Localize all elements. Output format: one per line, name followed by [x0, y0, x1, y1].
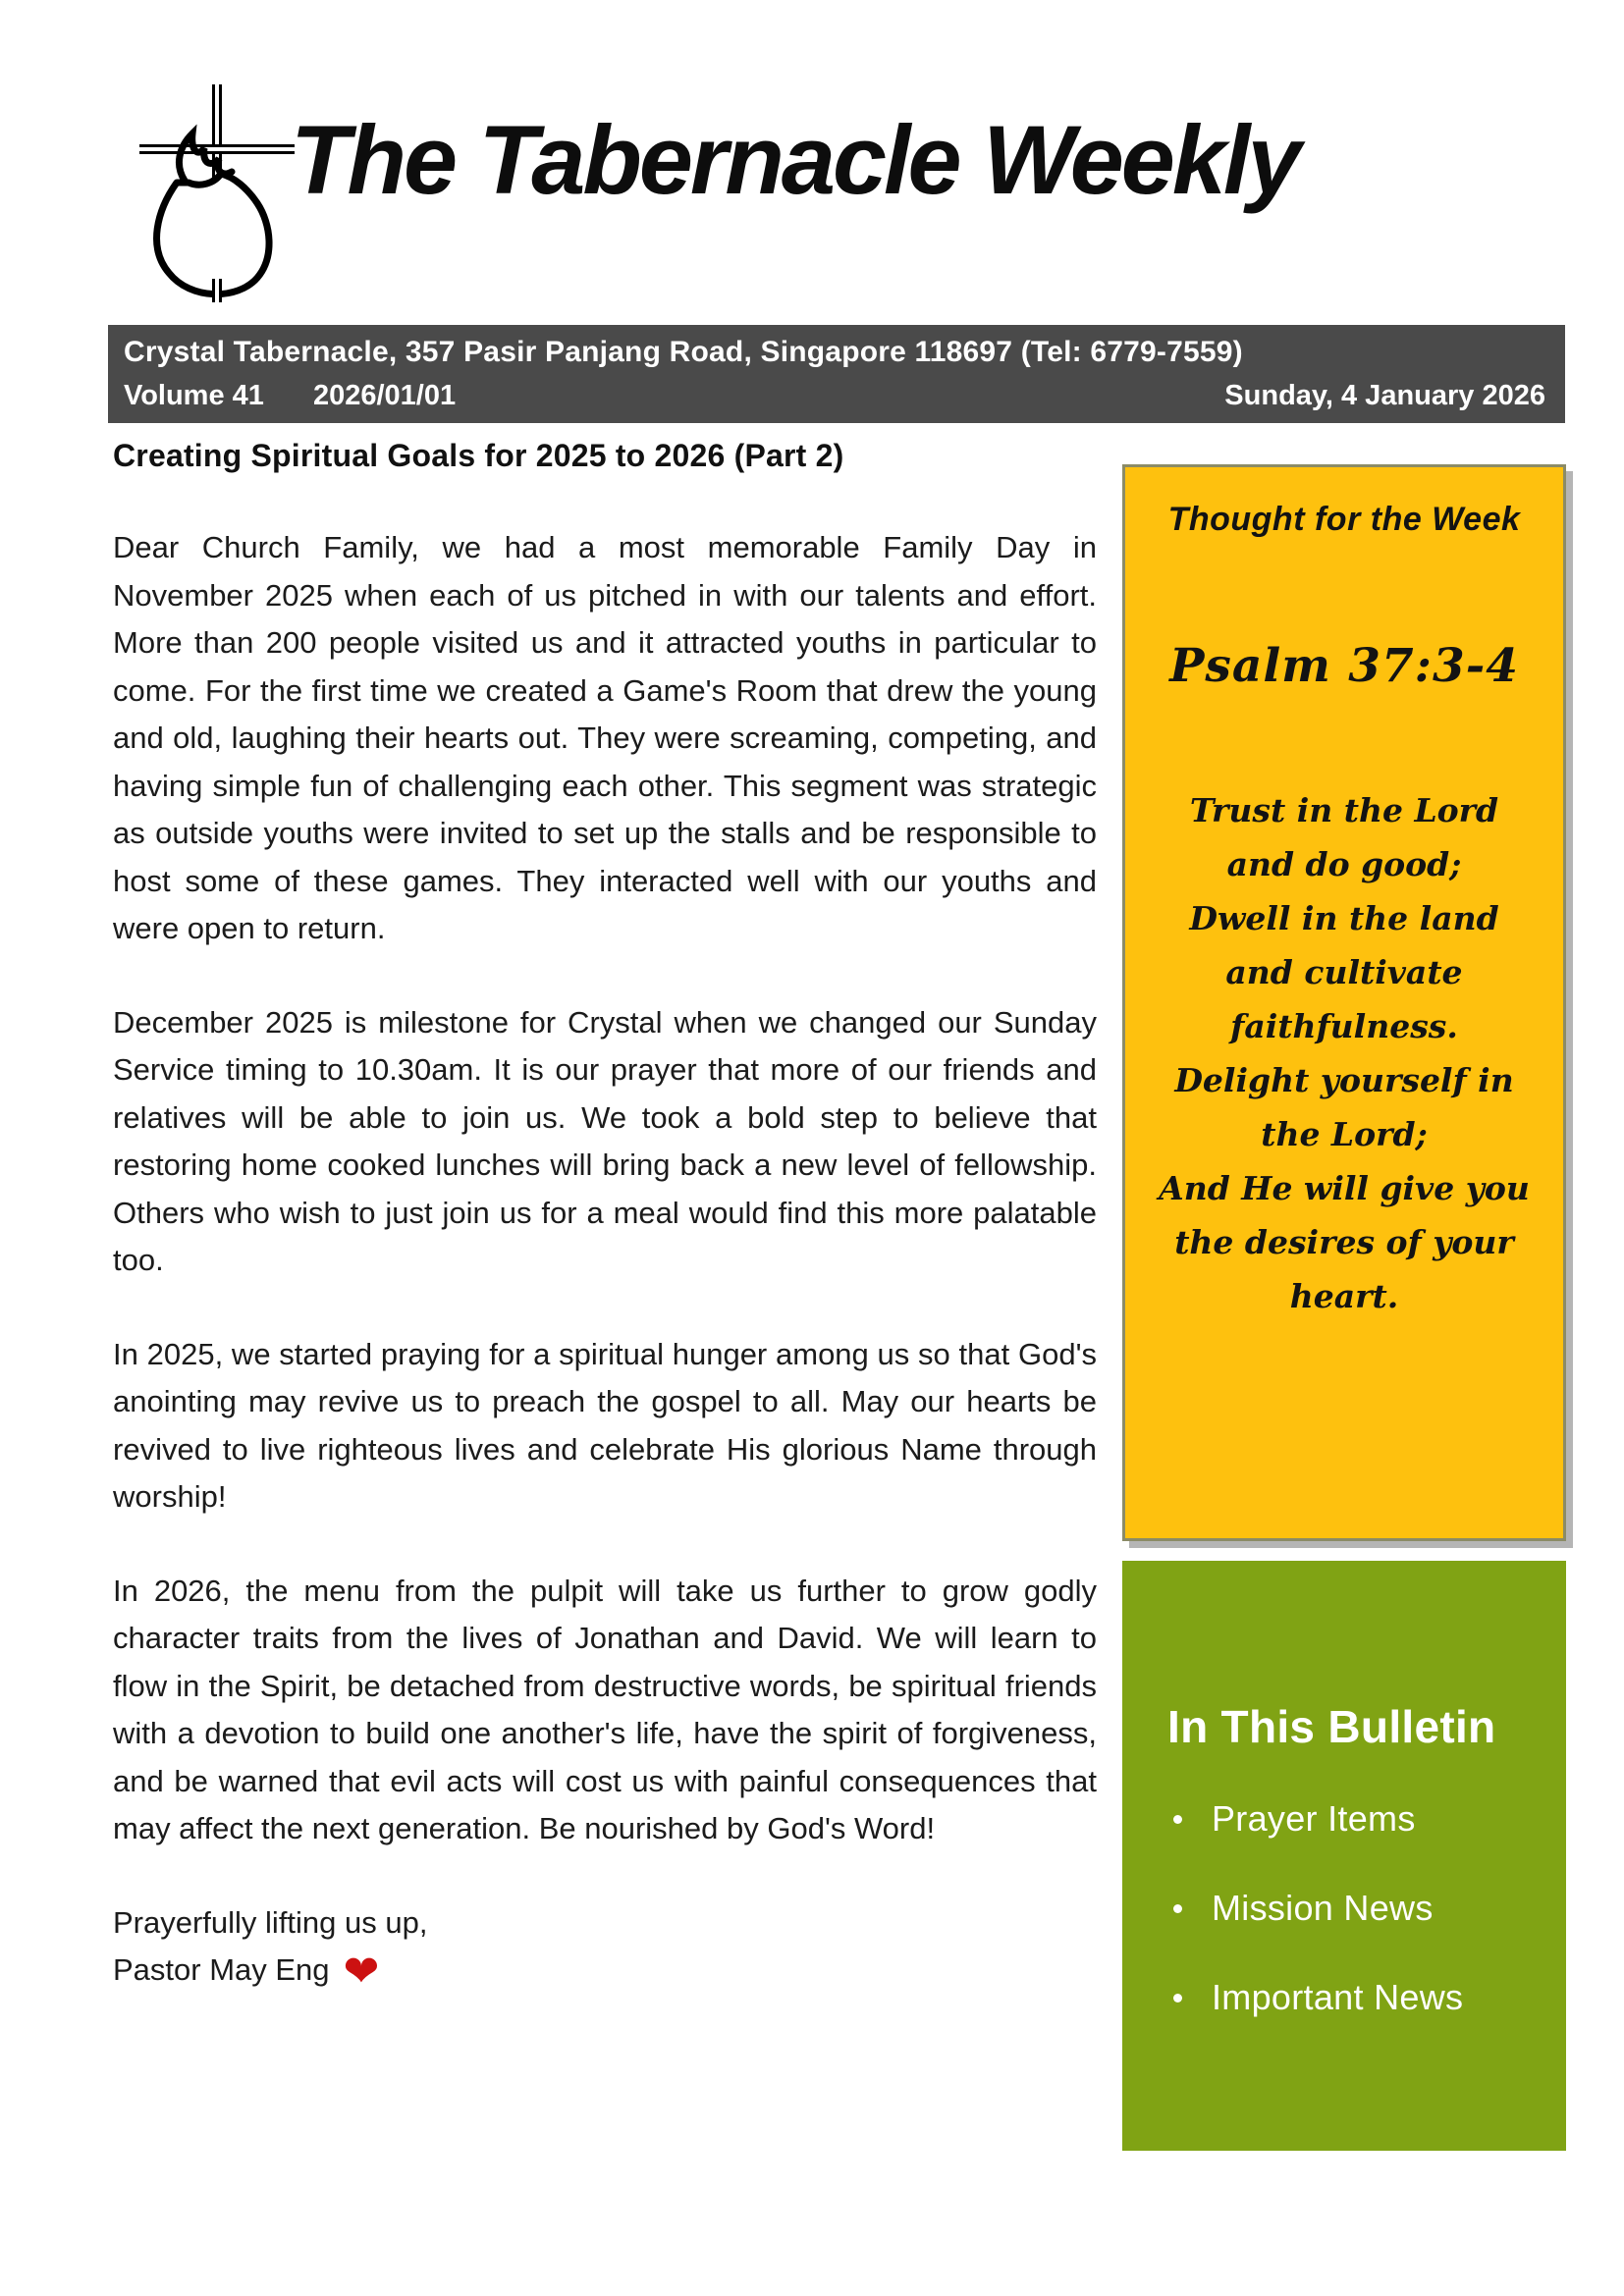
article-heading: Creating Spiritual Goals for 2025 to 2026 (Part 2) [113, 438, 844, 473]
volume-label: Volume 41 [124, 380, 264, 411]
masthead-banner [108, 325, 1565, 423]
issue-number: 2026/01/01 [312, 380, 457, 411]
banner-meta-row [124, 380, 1545, 412]
signature-block [113, 1899, 1097, 1995]
article-paragraph: In 2025, we started praying for a spiritual hunger among us so that God's anointing may revive us to preach the gospel to all. May our hearts be revived to live righteous lives and celebrate His glorious Name through worship! [113, 1336, 1097, 1514]
scripture-reference: Psalm 37:3-4 [1169, 639, 1519, 693]
verse-line: And He will give you the desires of your heart. [1159, 1169, 1530, 1315]
verse-line: Dwell in the land and cultivate faithfulness. [1189, 899, 1499, 1045]
article-paragraph: December 2025 is milestone for Crystal when we changed our Sunday Service timing to 10.30am. It is our prayer that more of our friends and relatives will be able to join us. We took a bold step to believe that restoring home cooked lunches will bring back a new level of fellowship. Others who wish to just join us for a meal would find this more palatable too. [113, 1004, 1097, 1277]
signature-name-row [113, 1947, 1097, 1995]
article-paragraph: Dear Church Family, we had a most memorable Family Day in November 2025 when each of us pitched in with our talents and effort. More than 200 people visited us and it attracted youths in particular to come. For the first time we created a Game's Room that drew the young and old, laughing their hearts out. They were screaming, competing, and having simple fun of challenging each other. This segment was strategic as outside youths were invited to set up the stalls and be responsible to host some of these games. They interacted well with our youths and were open to return. [113, 530, 1097, 945]
article-paragraph: In 2026, the menu from the pulpit will take us further to grow godly character traits from the lives of Jonathan and David. We will learn to flow in the Spirit, be detached from destructive words, be spiritual friends with a devotion to build one another's life, have the spirit of forgiveness, and be warned that evil acts will cost us with painful consequences that may affect the next generation. Be nourished by God's Word! [113, 1573, 1097, 1845]
thought-for-the-week-box [1122, 464, 1566, 1541]
bulletin-item-list [1167, 1798, 1546, 2018]
bulletin-box-title: In This Bulletin [1167, 1701, 1496, 1752]
bulletin-item [1167, 1888, 1546, 1929]
bulletin-item-label: Important News [1212, 1977, 1464, 2017]
signature-name: Pastor May Eng [113, 1952, 330, 1987]
volume-and-issue [124, 380, 456, 412]
bulletin-item [1167, 1798, 1546, 1840]
verse-line: Trust in the Lord and do good; [1189, 791, 1499, 883]
bulletin-item-label: Mission News [1212, 1888, 1434, 1928]
bulletin-item [1167, 1977, 1546, 2018]
thought-box-title: Thought for the Week [1167, 501, 1521, 538]
newsletter-title: The Tabernacle Weekly [291, 105, 1299, 214]
verse-line: Delight yourself in the Lord; [1174, 1061, 1514, 1153]
church-address: Crystal Tabernacle, 357 Pasir Panjang Road, Singapore 118697 (Tel: 6779-7559) [124, 336, 1243, 368]
issue-date: Sunday, 4 January 2026 [1224, 380, 1545, 411]
bullet-dot [1173, 1815, 1182, 1824]
bullet-dot [1173, 1904, 1182, 1913]
article-body [113, 524, 1097, 1995]
heart-icon: ❤ [343, 1948, 380, 1996]
signature-line: Prayerfully lifting us up, [113, 1904, 428, 1940]
bulletin-item-label: Prayer Items [1212, 1798, 1416, 1839]
bullet-dot [1173, 1994, 1182, 2002]
scripture-verse [1125, 783, 1563, 1323]
in-this-bulletin-box [1122, 1561, 1566, 2151]
